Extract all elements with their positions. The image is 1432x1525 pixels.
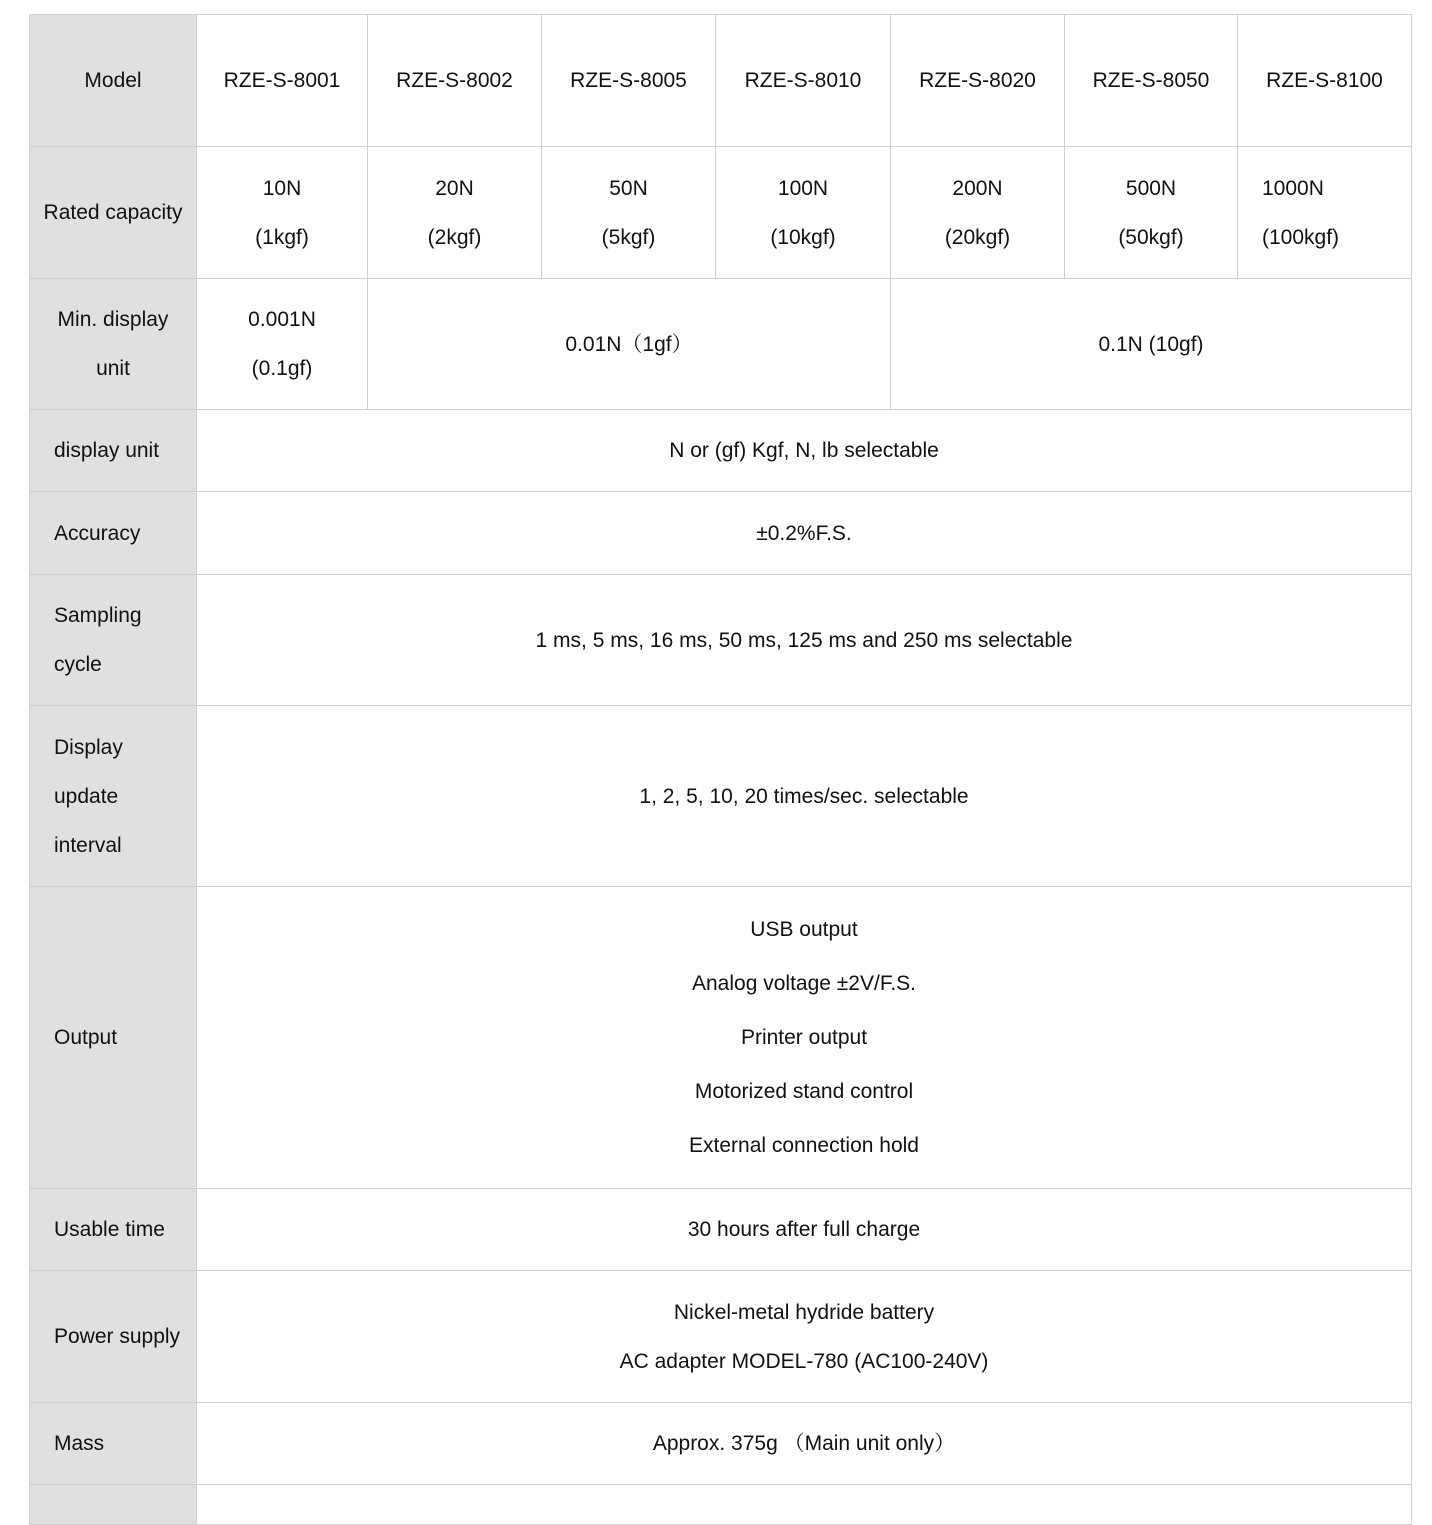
model-cell: RZE-S-8100 — [1238, 15, 1412, 147]
output-line: Analog voltage ±2V/F.S. — [692, 971, 916, 995]
capacity-kgf: (100kgf) — [1262, 225, 1340, 249]
next-value — [197, 1485, 1412, 1525]
mass-row — [30, 1403, 1412, 1485]
min-display-row — [30, 279, 1412, 410]
capacity-header: Rated capacity — [30, 147, 197, 279]
min-display-cell: 0.01N（1gf） — [368, 279, 891, 410]
display-update-value: 1, 2, 5, 10, 20 times/sec. selectable — [197, 706, 1412, 887]
mass-value: Approx. 375g （Main unit only） — [197, 1403, 1412, 1485]
capacity-cell — [542, 147, 716, 279]
capacity-n: 10N — [262, 176, 302, 200]
capacity-cell — [197, 147, 368, 279]
display-unit-row — [30, 410, 1412, 492]
min-display-n: 0.001N — [248, 308, 316, 331]
capacity-n: 100N — [777, 176, 829, 200]
usable-time-row — [30, 1189, 1412, 1271]
model-cell: RZE-S-8005 — [542, 15, 716, 147]
sampling-value: 1 ms, 5 ms, 16 ms, 50 ms, 125 ms and 250 ms selectable — [197, 575, 1412, 706]
capacity-cell — [716, 147, 891, 279]
table-row — [30, 1485, 1412, 1525]
model-cell: RZE-S-8050 — [1065, 15, 1238, 147]
capacity-kgf: (50kgf) — [1118, 225, 1184, 249]
capacity-row — [30, 147, 1412, 279]
capacity-kgf: (20kgf) — [944, 225, 1011, 249]
mass-header: Mass — [30, 1403, 197, 1485]
power-header: Power supply — [30, 1271, 197, 1403]
sampling-header: Sampling cycle — [30, 575, 197, 706]
capacity-n: 200N — [952, 176, 1003, 200]
model-cell: RZE-S-8002 — [368, 15, 542, 147]
model-row — [30, 15, 1412, 147]
accuracy-value: ±0.2%F.S. — [197, 492, 1412, 575]
output-line: USB output — [750, 917, 858, 941]
model-cell: RZE-S-8020 — [891, 15, 1065, 147]
capacity-kgf: (2kgf) — [427, 225, 482, 249]
next-header — [30, 1485, 197, 1525]
capacity-cell — [1238, 147, 1412, 279]
capacity-kgf: (5kgf) — [601, 225, 656, 249]
model-cell: RZE-S-8010 — [716, 15, 891, 147]
spec-table — [29, 14, 1412, 1525]
display-unit-value: N or (gf) Kgf, N, lb selectable — [197, 410, 1412, 492]
model-cell: RZE-S-8001 — [197, 15, 368, 147]
capacity-n: 500N — [1125, 176, 1177, 200]
power-line: AC adapter MODEL-780 (AC100-240V) — [619, 1349, 989, 1373]
output-header: Output — [30, 887, 197, 1189]
min-display-cell — [197, 279, 368, 410]
min-display-gf: (0.1gf) — [251, 357, 313, 380]
usable-time-value: 30 hours after full charge — [197, 1189, 1412, 1271]
power-row — [30, 1271, 1412, 1403]
capacity-kgf: (1kgf) — [255, 225, 309, 249]
capacity-n: 50N — [609, 176, 648, 200]
sampling-row — [30, 575, 1412, 706]
output-row — [30, 887, 1412, 1189]
capacity-n: 20N — [435, 176, 474, 200]
output-line: External connection hold — [689, 1133, 919, 1157]
power-value — [197, 1271, 1412, 1403]
display-unit-header: display unit — [30, 410, 197, 492]
capacity-cell — [891, 147, 1065, 279]
model-header: Model — [30, 15, 197, 147]
output-line: Printer output — [740, 1025, 868, 1049]
usable-time-header: Usable time — [30, 1189, 197, 1271]
capacity-cell — [1065, 147, 1238, 279]
capacity-cell — [368, 147, 542, 279]
output-value — [197, 887, 1412, 1189]
output-line: Motorized stand control — [694, 1079, 914, 1103]
accuracy-row — [30, 492, 1412, 575]
capacity-n: 1000N — [1262, 176, 1324, 200]
min-display-header: Min. display unit — [30, 279, 197, 410]
min-display-cell: 0.1N (10gf) — [891, 279, 1412, 410]
display-update-row — [30, 706, 1412, 887]
power-line: Nickel-metal hydride battery — [673, 1300, 935, 1324]
display-update-header: Display update interval — [30, 706, 197, 887]
capacity-kgf: (10kgf) — [770, 225, 836, 249]
accuracy-header: Accuracy — [30, 492, 197, 575]
